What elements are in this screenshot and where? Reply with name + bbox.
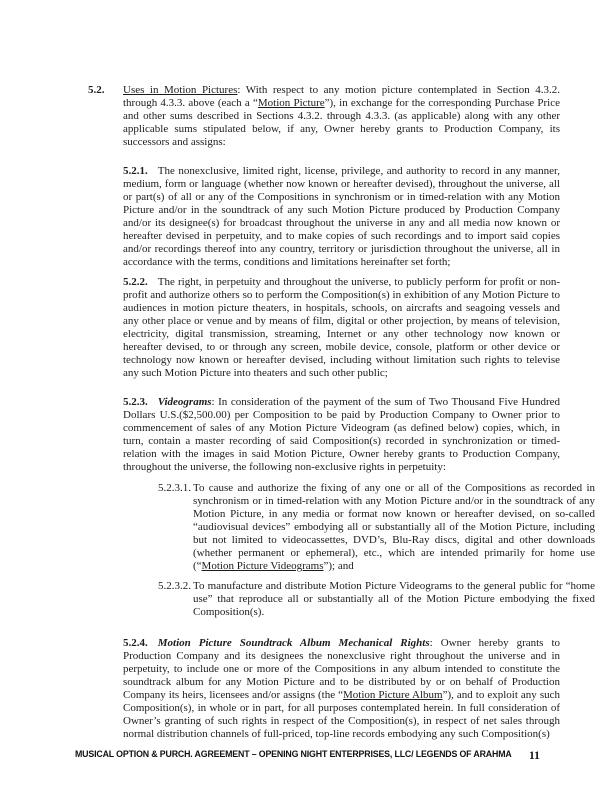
section-number-5-2-1: 5.2.1. (123, 165, 148, 177)
section-5-2-3-1-text: To cause and authorize the fixing of any one or all of the Compositions as recorded in synchronism or in timed-relation with any Motion Picture and/or in the soundtrack of any Motion Picture, in any media or format now known or hereafter devised, on so-called “audiovisual devices” embodying all or substantially all of the Motion Picture, including but not limited to videocassettes, DVD’s, Blu-Ray discs, digital and other downloads (whether permanent or ephemeral), etc., which are intended primarily for home use (“Motion Picture Videograms”); and (193, 482, 595, 572)
section-number-5-2-3: 5.2.3. (123, 396, 148, 408)
section-5-2-1-paragraph (123, 165, 560, 269)
section-number-5-2-4: 5.2.4. (123, 637, 148, 649)
section-5-2-3-2-paragraph (158, 580, 595, 619)
section-5-2-2-paragraph (123, 276, 560, 380)
section-5-2-3-1-paragraph (158, 482, 595, 573)
section-5-2-4-paragraph (123, 637, 560, 741)
section-number-5-2-2: 5.2.2. (123, 276, 148, 288)
section-5-2-3-2-text: To manufacture and distribute Motion Picture Videograms to the general public for “home use” that reproduce all or substantially all of the Motion Picture embodying the fixed Composition(s). (193, 580, 595, 618)
section-5-2-2-text: The right, in perpetuity and throughout the universe, to publicly perform for profit or non-profit and authorize others so to perform the Composition(s) in exhibition of any Motion Picture to audiences in motion picture theaters, in hospitals, schools, on aircrafts and seagoing vessels and any other place or venue and by means of film, digital or other projection, by means of television, electricity, digital transmission, streaming, Internet or any other technology now known or hereafter devised, to or through any screen, mobile device, console, platform or other device or technology now known or hereafter devised, including without limitation such rights to televise any such Motion Picture into theaters and such other public; (123, 276, 560, 379)
footer-document-title: MUSICAL OPTION & PURCH. AGREEMENT – OPENING NIGHT ENTERPRISES, LLC/ LEGENDS OF ARAHMA (75, 749, 512, 759)
section-number-5-2-3-1: 5.2.3.1. (158, 482, 191, 494)
section-5-2-text: Uses in Motion Pictures: With respect to any motion picture contemplated in Section 4.3.2. through 4.3.3. above (each a “Motion Picture”), in exchange for the corresponding Purchase Price and other sums described in Sections 4.3.2. through 4.3.3. (as applicable) along with any other applicable sums stipulated below, if any, Owner hereby grants to Production Company, its successors and assigns: (123, 84, 560, 148)
page-number: 11 (529, 750, 540, 762)
section-5-2-4-text: Motion Picture Soundtrack Album Mechanical Rights: Owner hereby grants to Production Company and its designees the nonexclusive right throughout the universe and in perpetuity, to include one or more of the Compositions in any album intended to constitute the soundtrack album for any Motion Picture and to be distributed by or on behalf of Production Company its heirs, licensees and/or assigns (the “Motion Picture Album”), and to exploit any such Composition(s), in whole or in part, for all purposes contemplated herein. In full consideration of Owner’s granting of such rights in respect of the Composition(s), in respect of net sales through normal distribution channels of full-priced, top-line records embodying any such Composition(s) (123, 637, 561, 740)
section-5-2-paragraph (88, 84, 560, 149)
section-number-5-2-3-2: 5.2.3.2. (158, 580, 191, 592)
section-5-2-3-text: Videograms: In consideration of the payment of the sum of Two Thousand Five Hundred Dollars U.S.($2,500.00) per Composition to be paid by Production Company to Owner prior to commencement of sales of any Motion Picture Videogram (as defined below) copies, which, in turn, contain a master recording of said Composition(s) recorded in synchronization or timed-relation with the images in said Motion Picture, Owner hereby grants to Production Company, throughout the universe, the following non-exclusive rights in perpetuity: (123, 396, 560, 473)
section-5-2-1-text: The nonexclusive, limited right, license, privilege, and authority to record in any manner, medium, form or language (whether now known or hereafter devised), throughout the universe, all or part(s) of all or any of the Compositions in synchronism or in timed-relation with any Motion Picture and/or in the soundtrack of any such Motion Picture produced by Production Company and/or its designee(s) for broadcast throughout the universe in any and all media now known or hereafter devised in perpetuity, and to make copies of such recordings and to import said copies and/or recordings thereof into any country, territory or jurisdiction throughout the universe, all in accordance with the terms, conditions and limitations hereinafter set forth; (123, 165, 560, 268)
contract-body (88, 84, 595, 755)
section-number-5-2: 5.2. (88, 84, 105, 96)
section-5-2-3-paragraph (123, 396, 560, 474)
